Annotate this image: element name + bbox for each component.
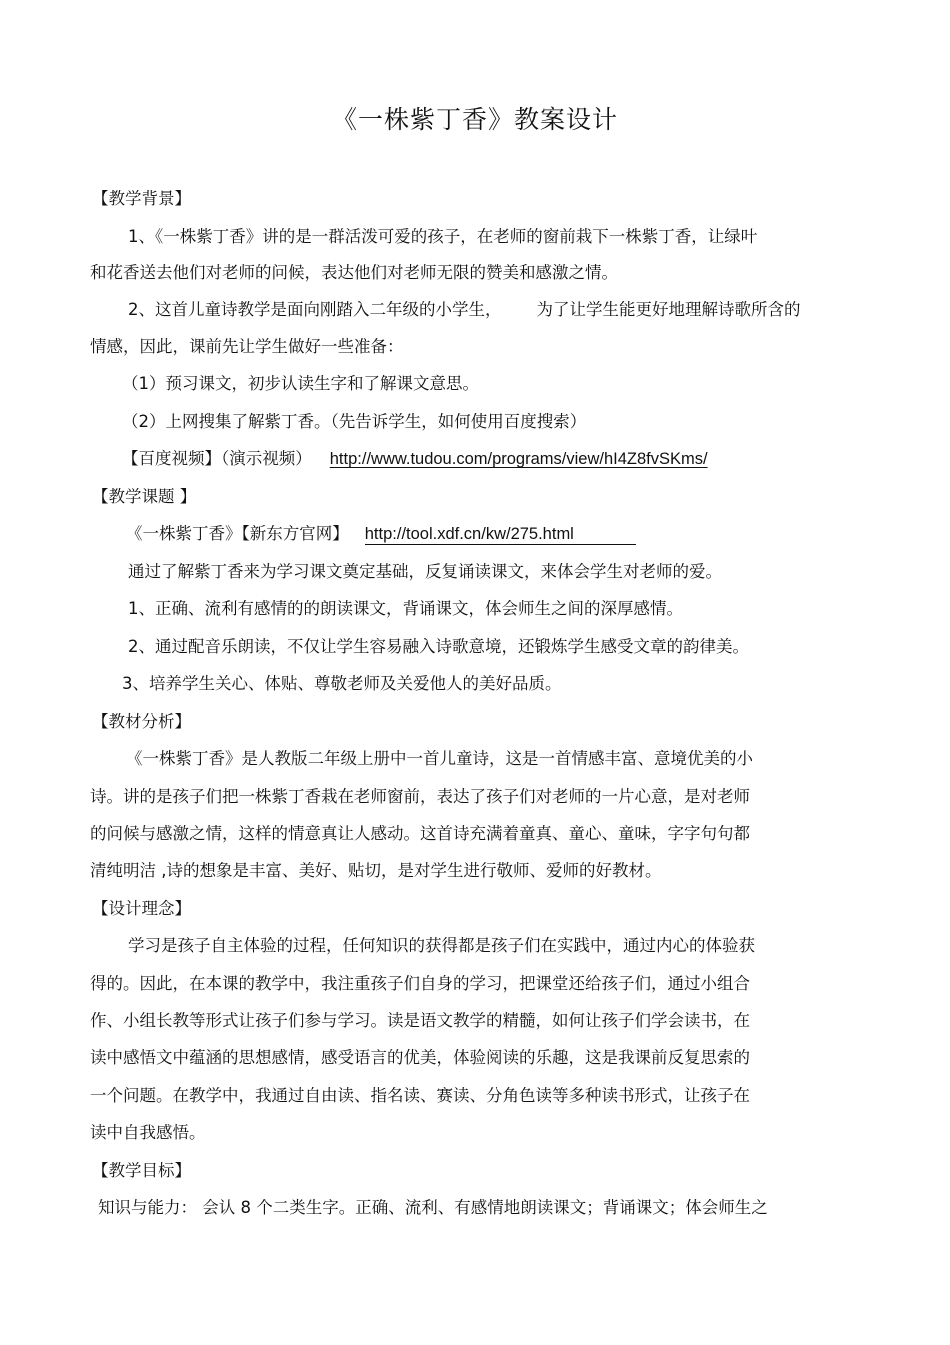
paragraph-line: 清纯明洁 ,诗的想象是丰富、美好、贴切，是对学生进行敬师、爱师的好教材。	[90, 861, 662, 880]
document-title: 《一株紫丁香》教案设计	[331, 105, 618, 134]
paragraph-line: 诗。讲的是孩子们把一株紫丁香栽在老师窗前，表达了孩子们对老师的一片心意，是对老师	[90, 787, 750, 806]
topic-link-line	[126, 524, 636, 545]
paragraph-line: 得的。因此，在本课的教学中，我注重孩子们自身的学习，把课堂还给孩子们，通过小组合	[90, 974, 750, 993]
paragraph-line: 读中感悟文中蕴涵的思想感情，感受语言的优美，体验阅读的乐趣，这是我课前反复思索的	[90, 1048, 750, 1067]
paragraph-line: 一个问题。在教学中，我通过自由读、指名读、赛读、分角色读等多种读书形式，让孩子在	[90, 1086, 750, 1105]
paragraph-line: 和花香送去他们对老师的问候，表达他们对老师无限的赞美和感激之情。	[90, 263, 618, 282]
section-heading-objectives: 【教学目标】	[92, 1161, 191, 1180]
list-item: （1）预习课文，初步认读生字和了解课文意思。	[122, 374, 479, 393]
paragraph-line: 《一株紫丁香》是人教版二年级上册中一首儿童诗，这是一首情感丰富、意境优美的小	[126, 749, 753, 768]
section-heading-topic: 【教学课题 】	[92, 487, 197, 506]
paragraph-line: 学习是孩子自主体验的过程，任何知识的获得都是孩子们在实践中，通过内心的体验获	[128, 936, 755, 955]
paragraph-line: 1、《一株紫丁香》讲的是一群活泼可爱的孩子，在老师的窗前栽下一株紫丁香，让绿叶	[128, 227, 758, 246]
topic-link-url[interactable]: http://tool.xdf.cn/kw/275.html	[365, 524, 636, 545]
paragraph-line	[128, 300, 801, 320]
paragraph-line: 知识与能力： 会认 8 个二类生字。正确、流利、有感情地朗读课文；背诵课文；体会师生之	[98, 1198, 768, 1217]
goal-item: 1、正确、流利有感情的的朗读课文，背诵课文，体会师生之间的深厚感情。	[128, 599, 683, 618]
section-heading-background: 【教学背景】	[92, 189, 191, 208]
goal-item: 2、通过配音乐朗读，不仅让学生容易融入诗歌意境，还锻炼学生感受文章的韵律美。	[128, 637, 749, 656]
paragraph-segment: 2、这首儿童诗教学是面向刚踏入二年级的小学生，	[128, 300, 502, 319]
list-item: （2）上网搜集了解紫丁香。（先告诉学生，如何使用百度搜索）	[122, 412, 587, 431]
section-heading-concept: 【设计理念】	[92, 899, 191, 918]
paragraph-line: 的问候与感激之情，这样的情意真让人感动。这首诗充满着童真、童心、童味，字字句句都	[90, 824, 750, 843]
paragraph-line: 情感，因此，课前先让学生做好一些准备：	[90, 337, 404, 356]
paragraph-line: 作、小组长教等形式让孩子们参与学习。读是语文教学的精髓，如何让孩子们学会读书，在	[90, 1011, 750, 1030]
goal-item: 3、培养学生关心、体贴、尊敬老师及关爱他人的美好品质。	[122, 674, 562, 693]
topic-link-label: 《一株紫丁香》【新东方官网】	[126, 524, 349, 543]
video-link-label: 【百度视频】（演示视频）	[122, 449, 312, 468]
video-link-line	[122, 449, 708, 469]
paragraph-segment: 为了让学生能更好地理解诗歌所含的	[536, 300, 801, 319]
paragraph-line: 读中自我感悟。	[90, 1123, 206, 1142]
paragraph-line: 通过了解紫丁香来为学习课文奠定基础，反复诵读课文，来体会学生对老师的爱。	[128, 562, 722, 581]
section-heading-analysis: 【教材分析】	[92, 712, 191, 731]
video-link-url[interactable]: http://www.tudou.com/programs/view/hI4Z8fvSKms/	[329, 450, 708, 468]
